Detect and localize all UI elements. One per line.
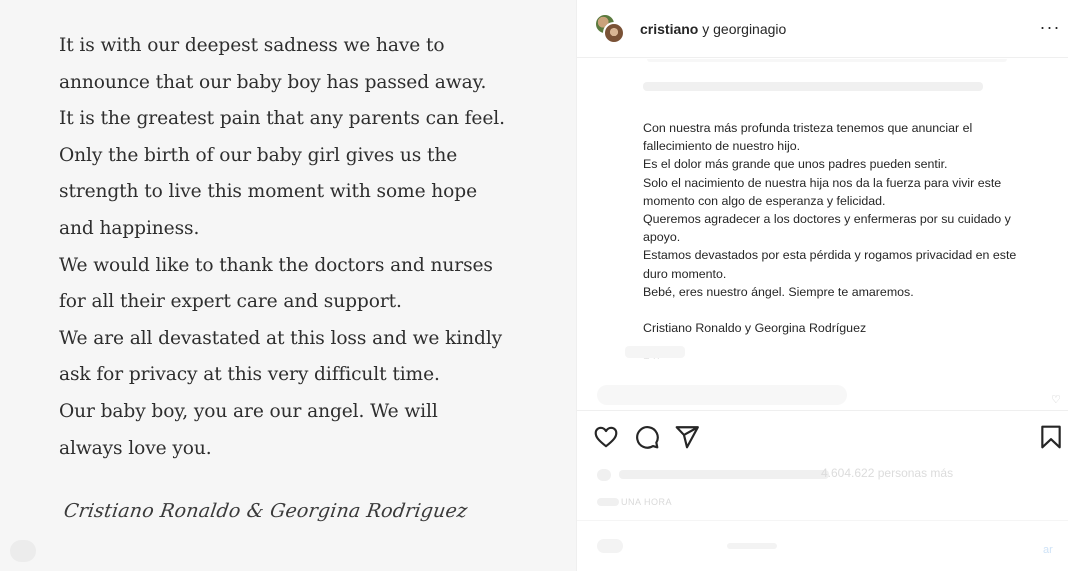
post-authors xyxy=(640,21,786,37)
post-time-ago: UNA HORA xyxy=(621,497,673,507)
caption-line: Solo el nacimiento de nuestra hija nos da la fuerza para vivir este xyxy=(643,175,1002,190)
statement-line: for all their expert care and support. xyxy=(59,291,402,313)
statement-line: It is with our deepest sadness we have to xyxy=(59,35,445,56)
statement-line: ask for privacy at this very difficult time. xyxy=(59,364,440,386)
comment-input[interactable] xyxy=(727,543,777,549)
statement-line: always love you. xyxy=(59,437,212,459)
caption-spacer xyxy=(643,301,1063,319)
post-side-panel xyxy=(576,0,1068,571)
caption-signoff: Cristiano Ronaldo y Georgina Rodríguez xyxy=(643,321,867,336)
caption-line: Con nuestra más profunda tristeza tenemos que anunciar el xyxy=(643,121,973,135)
author-link-georginagio[interactable]: georginagio xyxy=(713,21,787,37)
emoji-icon[interactable] xyxy=(597,539,623,553)
statement-line: and happiness. xyxy=(59,217,200,239)
likes-count[interactable]: 4.604.622 personas más xyxy=(821,466,954,480)
caption-line: apoyo. xyxy=(643,230,681,245)
avatar[interactable] xyxy=(594,13,624,43)
post-comment-button[interactable]: ar xyxy=(1043,544,1053,556)
caption-line: Estamos devastados por esta pérdida y rogamos privacidad en este xyxy=(643,248,1017,263)
handwritten-signature: Cristiano Ronaldo & Georgina Rodriguez xyxy=(62,500,469,522)
author-joiner: y xyxy=(698,21,714,37)
statement-line: It is the greatest pain that any parents can feel. xyxy=(59,108,505,130)
comment-like-icon[interactable]: ♡ xyxy=(1051,394,1061,406)
blurred-text xyxy=(647,59,1007,62)
statement-line: strength to live this moment with some hope xyxy=(59,181,477,203)
caption-line: Es el dolor más grande que unos padres pueden sentir. xyxy=(643,157,948,172)
caption-line: duro momento. xyxy=(643,266,727,281)
statement-line: Only the birth of our baby girl gives us the xyxy=(59,144,458,166)
bookmark-icon[interactable] xyxy=(1038,424,1064,450)
action-bar xyxy=(577,410,1068,460)
author-link-cristiano[interactable]: cristiano xyxy=(640,21,699,37)
statement-line: We are all devastated at this loss and we kindly xyxy=(59,327,503,349)
heart-icon[interactable] xyxy=(593,424,619,450)
image-overlay-icon xyxy=(10,540,36,562)
caption-line: fallecimiento de nuestro hijo. xyxy=(643,139,801,154)
avatar-georginagio xyxy=(603,22,625,44)
caption-line: momento con algo de esperanza y felicidad. xyxy=(643,193,886,208)
blurred-text xyxy=(597,498,619,506)
blurred-text xyxy=(625,346,685,358)
statement-line: announce that our baby boy has passed away. xyxy=(59,71,487,93)
post-header xyxy=(577,0,1068,58)
blurred-text xyxy=(643,82,983,91)
statement-line: Our baby boy, you are our angel. We will xyxy=(59,400,438,422)
caption-line: Queremos agradecer a los doctores y enfermeras por su cuidado y xyxy=(643,212,1011,227)
paper-plane-icon[interactable] xyxy=(674,424,700,450)
statement-text xyxy=(59,28,559,467)
add-comment-bar[interactable] xyxy=(577,520,1068,571)
post-caption xyxy=(643,119,1063,337)
blurred-avatar xyxy=(597,469,611,481)
caption-line: Bebé, eres nuestro ángel. Siempre te amaremos. xyxy=(643,284,914,299)
blurred-comment-row xyxy=(597,385,847,405)
statement-line: We would like to thank the doctors and nurses xyxy=(59,254,493,276)
blurred-text xyxy=(619,470,829,479)
more-options-icon[interactable]: ··· xyxy=(1039,17,1061,37)
comment-icon[interactable] xyxy=(634,424,660,450)
